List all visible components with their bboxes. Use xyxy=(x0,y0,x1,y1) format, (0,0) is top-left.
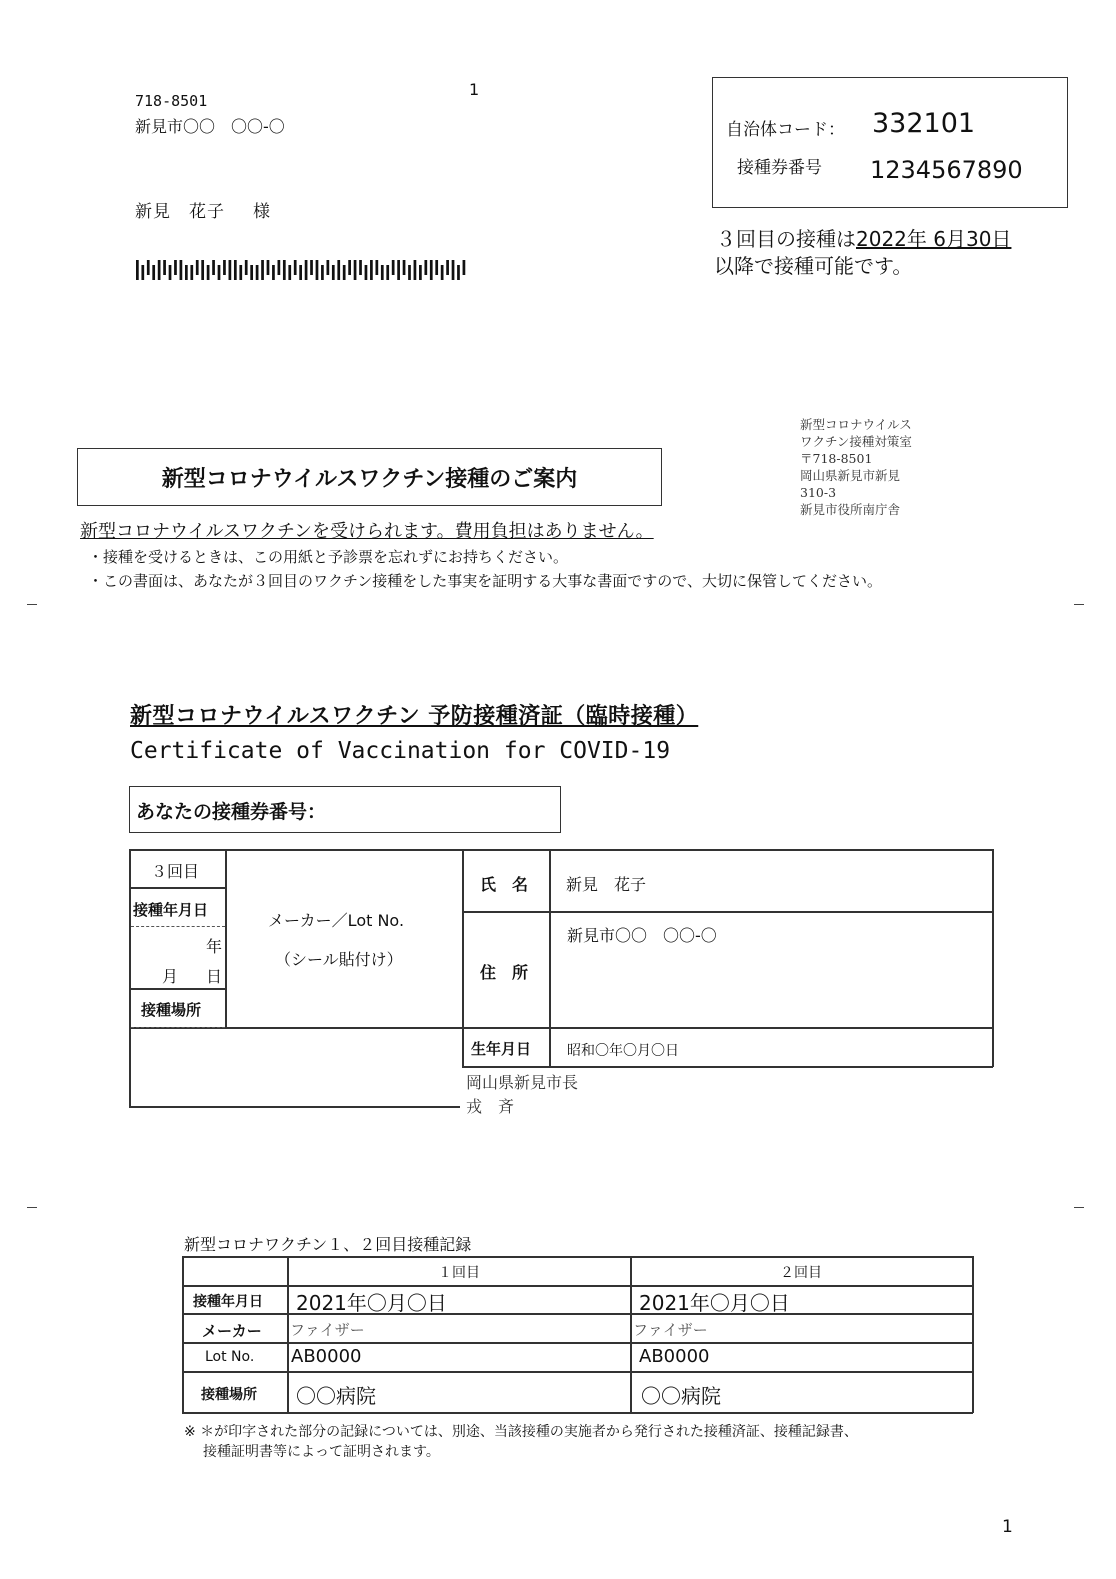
barcode-bar xyxy=(430,260,433,280)
dose-label: ３回目 xyxy=(151,862,200,881)
barcode-bar xyxy=(310,260,313,275)
recipient-postal-code: 718-8501 xyxy=(135,92,208,110)
barcode-bar xyxy=(294,260,297,275)
barcode-bar xyxy=(245,260,248,275)
barcode-bar xyxy=(414,260,417,280)
barcode-bar xyxy=(158,260,161,280)
barcode-bar xyxy=(343,265,346,280)
table-line xyxy=(129,988,225,990)
office-info xyxy=(800,416,912,518)
barcode-bar xyxy=(419,265,422,280)
barcode-bar xyxy=(299,265,302,280)
barcode-bar xyxy=(392,260,395,275)
barcode-bar xyxy=(234,260,237,280)
cut-mark xyxy=(27,604,37,605)
dose2-place: 〇〇病院 xyxy=(641,1384,721,1408)
place-label: 接種場所 xyxy=(141,1001,202,1019)
barcode-bar xyxy=(370,260,373,280)
barcode-bar xyxy=(386,265,389,280)
table-dashed-line xyxy=(131,926,225,927)
dob-value: 昭和〇年〇月〇日 xyxy=(567,1043,679,1059)
certificate-title-en: Certificate of Vaccination for COVID-19 xyxy=(130,738,671,764)
barcode-bar xyxy=(408,265,411,280)
office-line: ワクチン接種対策室 xyxy=(800,434,912,449)
barcode-bar xyxy=(207,265,210,280)
table-line xyxy=(462,849,993,851)
barcode-bar xyxy=(435,260,438,275)
barcode-bar xyxy=(441,265,444,280)
barcode-bar xyxy=(256,265,259,280)
ticket-number: 1234567890 xyxy=(870,156,1023,184)
column-header-dose1: １回目 xyxy=(438,1265,480,1281)
dose2-maker: ファイザー xyxy=(633,1321,708,1339)
table-line xyxy=(462,911,993,913)
barcode-bar xyxy=(180,260,183,280)
dob-label: 生年月日 xyxy=(471,1040,532,1058)
dose1-lot: AB0000 xyxy=(291,1346,362,1367)
table-line xyxy=(992,849,994,1067)
table-line xyxy=(129,849,463,851)
table-dashed-line xyxy=(131,1027,225,1028)
guide-bullet: ・接種を受けるときは、この用紙と予診票を忘れずにお持ちください。 xyxy=(88,548,569,566)
office-line: 〒718-8501 xyxy=(800,451,873,466)
table-line xyxy=(182,1256,184,1413)
barcode-bar xyxy=(261,260,264,280)
records-title: 新型コロナワクチン１、２回目接種記録 xyxy=(184,1235,472,1254)
municipality-code: 332101 xyxy=(872,108,976,139)
barcode-bar xyxy=(223,260,226,275)
page-number-bottom: 1 xyxy=(1002,1517,1013,1537)
no-charge-notice: 新型コロナウイルスワクチンを受けられます。費用負担はありません。 xyxy=(80,521,654,542)
office-line: 岡山県新見市新見 xyxy=(800,468,901,483)
dose2-lot: AB0000 xyxy=(639,1346,710,1367)
office-line: 新型コロナウイルス xyxy=(800,417,912,432)
barcode-bar xyxy=(278,260,281,275)
barcode-bar xyxy=(272,265,275,280)
barcode-bar xyxy=(288,265,291,280)
recipient-name: 新見 花子 xyxy=(135,202,225,222)
postal-barcode xyxy=(136,260,468,280)
records-note: 接種証明書等によって証明されます。 xyxy=(203,1444,440,1460)
barcode-bar xyxy=(201,260,204,280)
municipality-code-label: 自治体コード： xyxy=(726,120,845,140)
barcode-bar xyxy=(212,260,215,275)
barcode-bar xyxy=(446,260,449,275)
mayor-signature xyxy=(466,1071,578,1119)
day-label: 日 xyxy=(206,967,223,986)
table-line xyxy=(182,1412,973,1414)
row-label-lot: Lot No. xyxy=(205,1349,255,1365)
table-line xyxy=(182,1342,973,1344)
barcode-bar xyxy=(375,260,378,275)
barcode-bar xyxy=(354,260,357,280)
row-label-place: 接種場所 xyxy=(201,1387,257,1403)
address-label: 住 所 xyxy=(480,963,529,982)
barcode-bar xyxy=(250,265,253,280)
barcode-bar xyxy=(147,260,150,275)
office-line: 新見市役所南庁舎 xyxy=(800,502,901,517)
barcode-bar xyxy=(169,265,172,280)
barcode-bar xyxy=(332,265,335,280)
barcode-bar xyxy=(463,260,466,275)
table-line xyxy=(225,849,227,1028)
cut-mark xyxy=(1074,604,1084,605)
dose1-maker: ファイザー xyxy=(290,1321,365,1339)
table-line xyxy=(972,1256,974,1413)
eligibility-line xyxy=(716,223,1011,252)
barcode-bar xyxy=(365,265,368,280)
barcode-bar xyxy=(152,265,155,280)
cut-mark xyxy=(27,1207,37,1208)
records-note: ※ ＊が印字された部分の記録については、別途、当該接種の実施者から発行された接種済証、接種記録書、 xyxy=(184,1424,858,1440)
your-ticket-number-box: あなたの接種券番号： xyxy=(129,786,561,833)
eligibility-line-2: 以降で接種可能です。 xyxy=(714,254,913,278)
name-value: 新見 花子 xyxy=(566,875,647,894)
guide-title: 新型コロナウイルスワクチン接種のご案内 xyxy=(77,448,662,506)
name-label: 氏 名 xyxy=(480,875,529,894)
barcode-bar xyxy=(381,265,384,280)
barcode-bar xyxy=(316,260,319,280)
table-line xyxy=(182,1371,973,1373)
barcode-bar xyxy=(348,260,351,275)
office-line: 310-3 xyxy=(800,485,837,500)
month-label: 月 xyxy=(162,967,179,986)
table-line xyxy=(129,887,225,889)
barcode-bar xyxy=(457,265,460,280)
barcode-bar xyxy=(136,260,139,280)
page-number-top: 1 xyxy=(469,80,480,99)
barcode-bar xyxy=(185,265,188,280)
table-line xyxy=(630,1256,632,1413)
dose2-date: 2021年〇月〇日 xyxy=(639,1291,790,1315)
row-label-date: 接種年月日 xyxy=(193,1294,263,1310)
year-label: 年 xyxy=(206,937,223,956)
barcode-bar xyxy=(326,260,329,275)
column-header-dose2: ２回目 xyxy=(780,1265,822,1281)
barcode-bar xyxy=(283,260,286,280)
barcode-bar xyxy=(163,260,166,275)
barcode-bar xyxy=(321,265,324,280)
barcode-bar xyxy=(229,260,232,280)
table-line xyxy=(287,1256,289,1413)
table-line xyxy=(549,849,551,1067)
barcode-bar xyxy=(337,260,340,280)
eligibility-prefix: ３回目の接種は xyxy=(716,227,856,251)
mayor-name: 戎 斉 xyxy=(466,1097,515,1116)
row-label-maker: メーカー xyxy=(202,1322,262,1340)
barcode-bar xyxy=(190,265,193,280)
maker-lot-label: メーカー／Lot No. xyxy=(268,911,405,930)
barcode-bar xyxy=(218,265,221,280)
recipient-honorific: 様 xyxy=(253,202,270,222)
barcode-bar xyxy=(305,260,308,280)
address-value: 新見市〇〇 〇〇-〇 xyxy=(567,926,717,945)
barcode-bar xyxy=(196,260,199,275)
mayor-title: 岡山県新見市長 xyxy=(466,1073,579,1092)
barcode-bar xyxy=(141,265,144,280)
table-line xyxy=(129,1106,460,1108)
barcode-bar xyxy=(452,260,455,280)
barcode-bar xyxy=(397,260,400,280)
table-line xyxy=(462,849,464,1067)
certificate-title: 新型コロナウイルスワクチン 予防接種済証（臨時接種） xyxy=(130,704,699,729)
table-line xyxy=(182,1256,973,1258)
date-label: 接種年月日 xyxy=(133,901,209,919)
code-box xyxy=(712,77,1068,208)
barcode-bar xyxy=(403,260,406,275)
cut-mark xyxy=(1074,1207,1084,1208)
sticker-label: （シール貼付け） xyxy=(275,950,403,969)
table-line xyxy=(129,1027,993,1029)
ticket-number-label: 接種券番号 xyxy=(737,158,822,178)
guide-bullet: ・この書面は、あなたが３回目のワクチン接種をした事実を証明する大事な書面ですので、大切に保管してください。 xyxy=(88,572,882,590)
barcode-bar xyxy=(267,260,270,275)
dose1-place: 〇〇病院 xyxy=(296,1384,376,1408)
barcode-bar xyxy=(424,260,427,275)
dose1-date: 2021年〇月〇日 xyxy=(296,1291,447,1315)
recipient-address: 新見市〇〇 〇〇-〇 xyxy=(135,117,285,136)
barcode-bar xyxy=(359,260,362,275)
barcode-bar xyxy=(239,265,242,280)
table-line xyxy=(462,1066,993,1068)
barcode-bar xyxy=(174,260,177,275)
eligibility-date: 2022年 6月30日 xyxy=(856,227,1012,251)
